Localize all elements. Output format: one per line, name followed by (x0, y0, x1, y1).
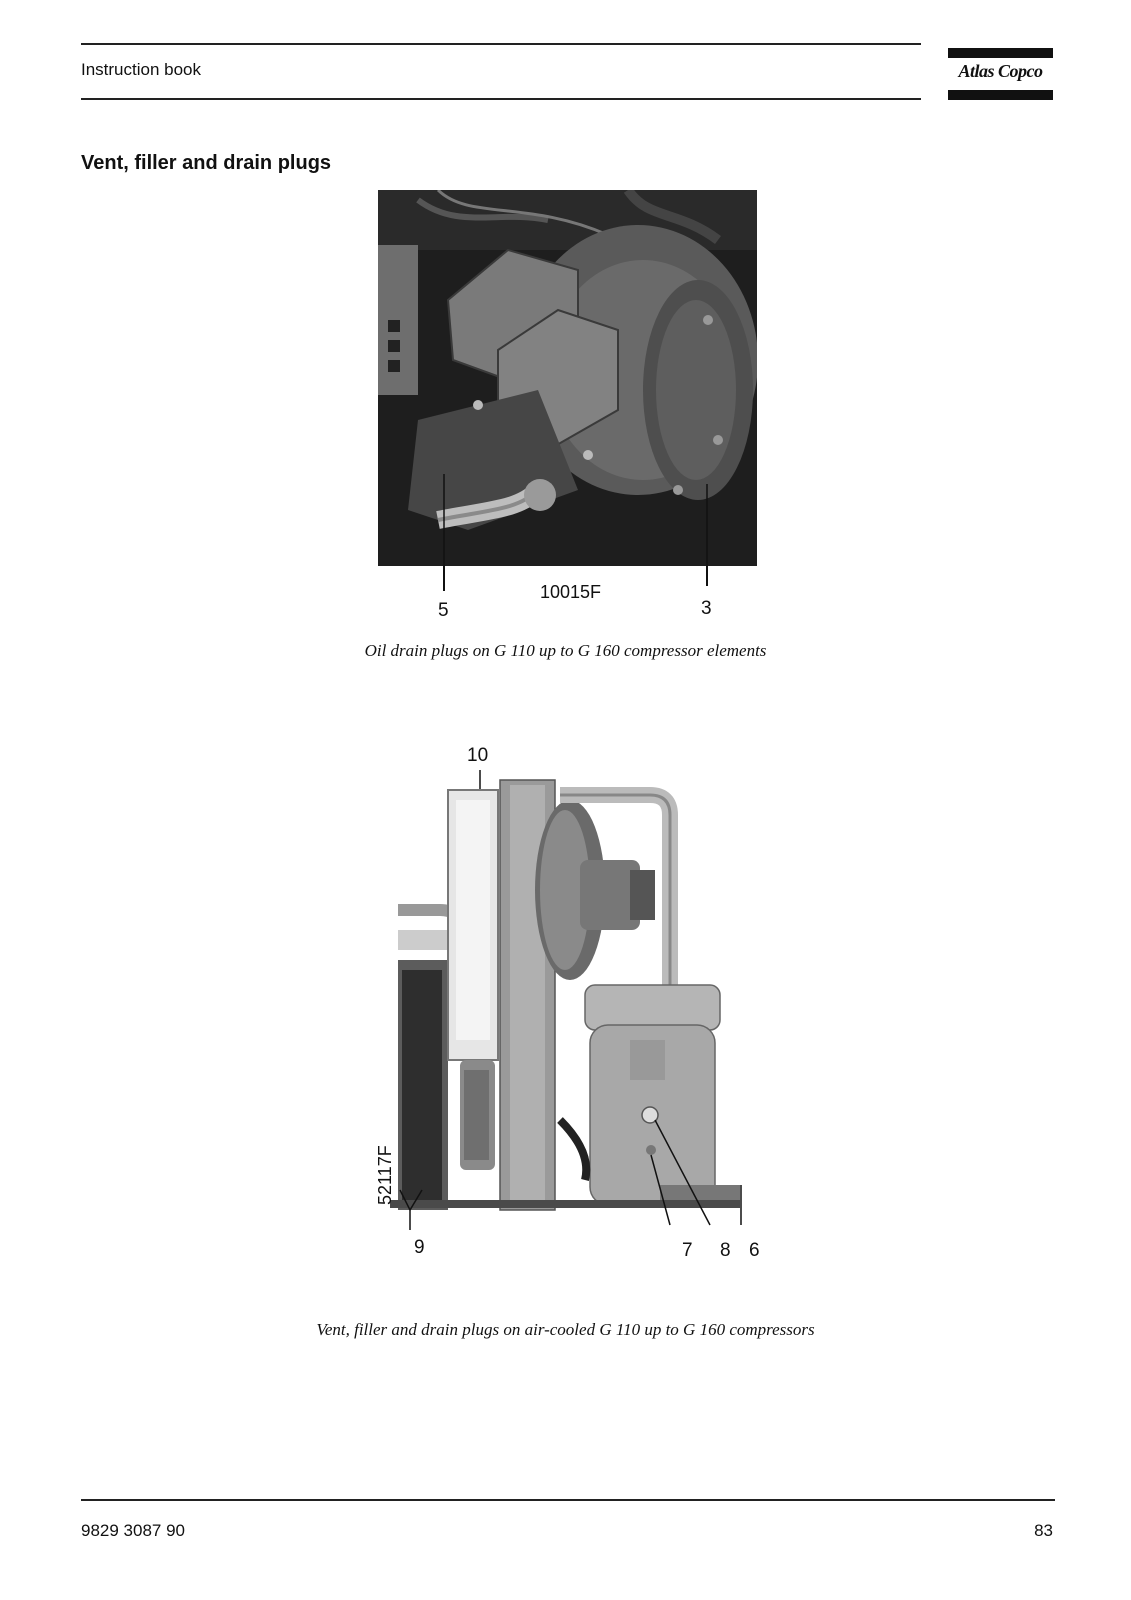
figure-1-callout-5: 5 (438, 600, 449, 621)
figure-1-caption: Oil drain plugs on G 110 up to G 160 compressor elements (364, 641, 767, 660)
figure-2-callout-8: 8 (720, 1240, 731, 1261)
document-number: 9829 3087 90 (81, 1521, 185, 1540)
atlas-copco-logo (948, 48, 1053, 100)
figure-2-code: 52117F (375, 1145, 395, 1205)
figure-2-callout-6: 6 (749, 1240, 760, 1261)
figure-2-drawing (360, 770, 780, 1250)
footer-rule (81, 1499, 1055, 1501)
figure-1-photo (378, 190, 757, 566)
header-title: Instruction book (81, 60, 202, 79)
figure-2-caption: Vent, filler and drain plugs on air-cooled G 110 up to G 160 compressors (316, 1320, 815, 1339)
section-title: Vent, filler and drain plugs (81, 152, 332, 174)
callout-5-line (443, 566, 445, 591)
callout-3-line (706, 566, 708, 586)
figure-1-callout-3: 3 (701, 598, 712, 619)
page-number: 83 (1034, 1521, 1053, 1540)
figure-2-callout-10: 10 (467, 745, 489, 766)
header-top-rule (81, 43, 921, 45)
header-bottom-rule (81, 98, 921, 100)
logo-text: Atlas Copco (958, 61, 1043, 81)
figure-2-callout-7: 7 (682, 1240, 693, 1261)
figure-2-callout-9: 9 (414, 1237, 425, 1258)
figure-1-code: 10015F (540, 582, 602, 602)
